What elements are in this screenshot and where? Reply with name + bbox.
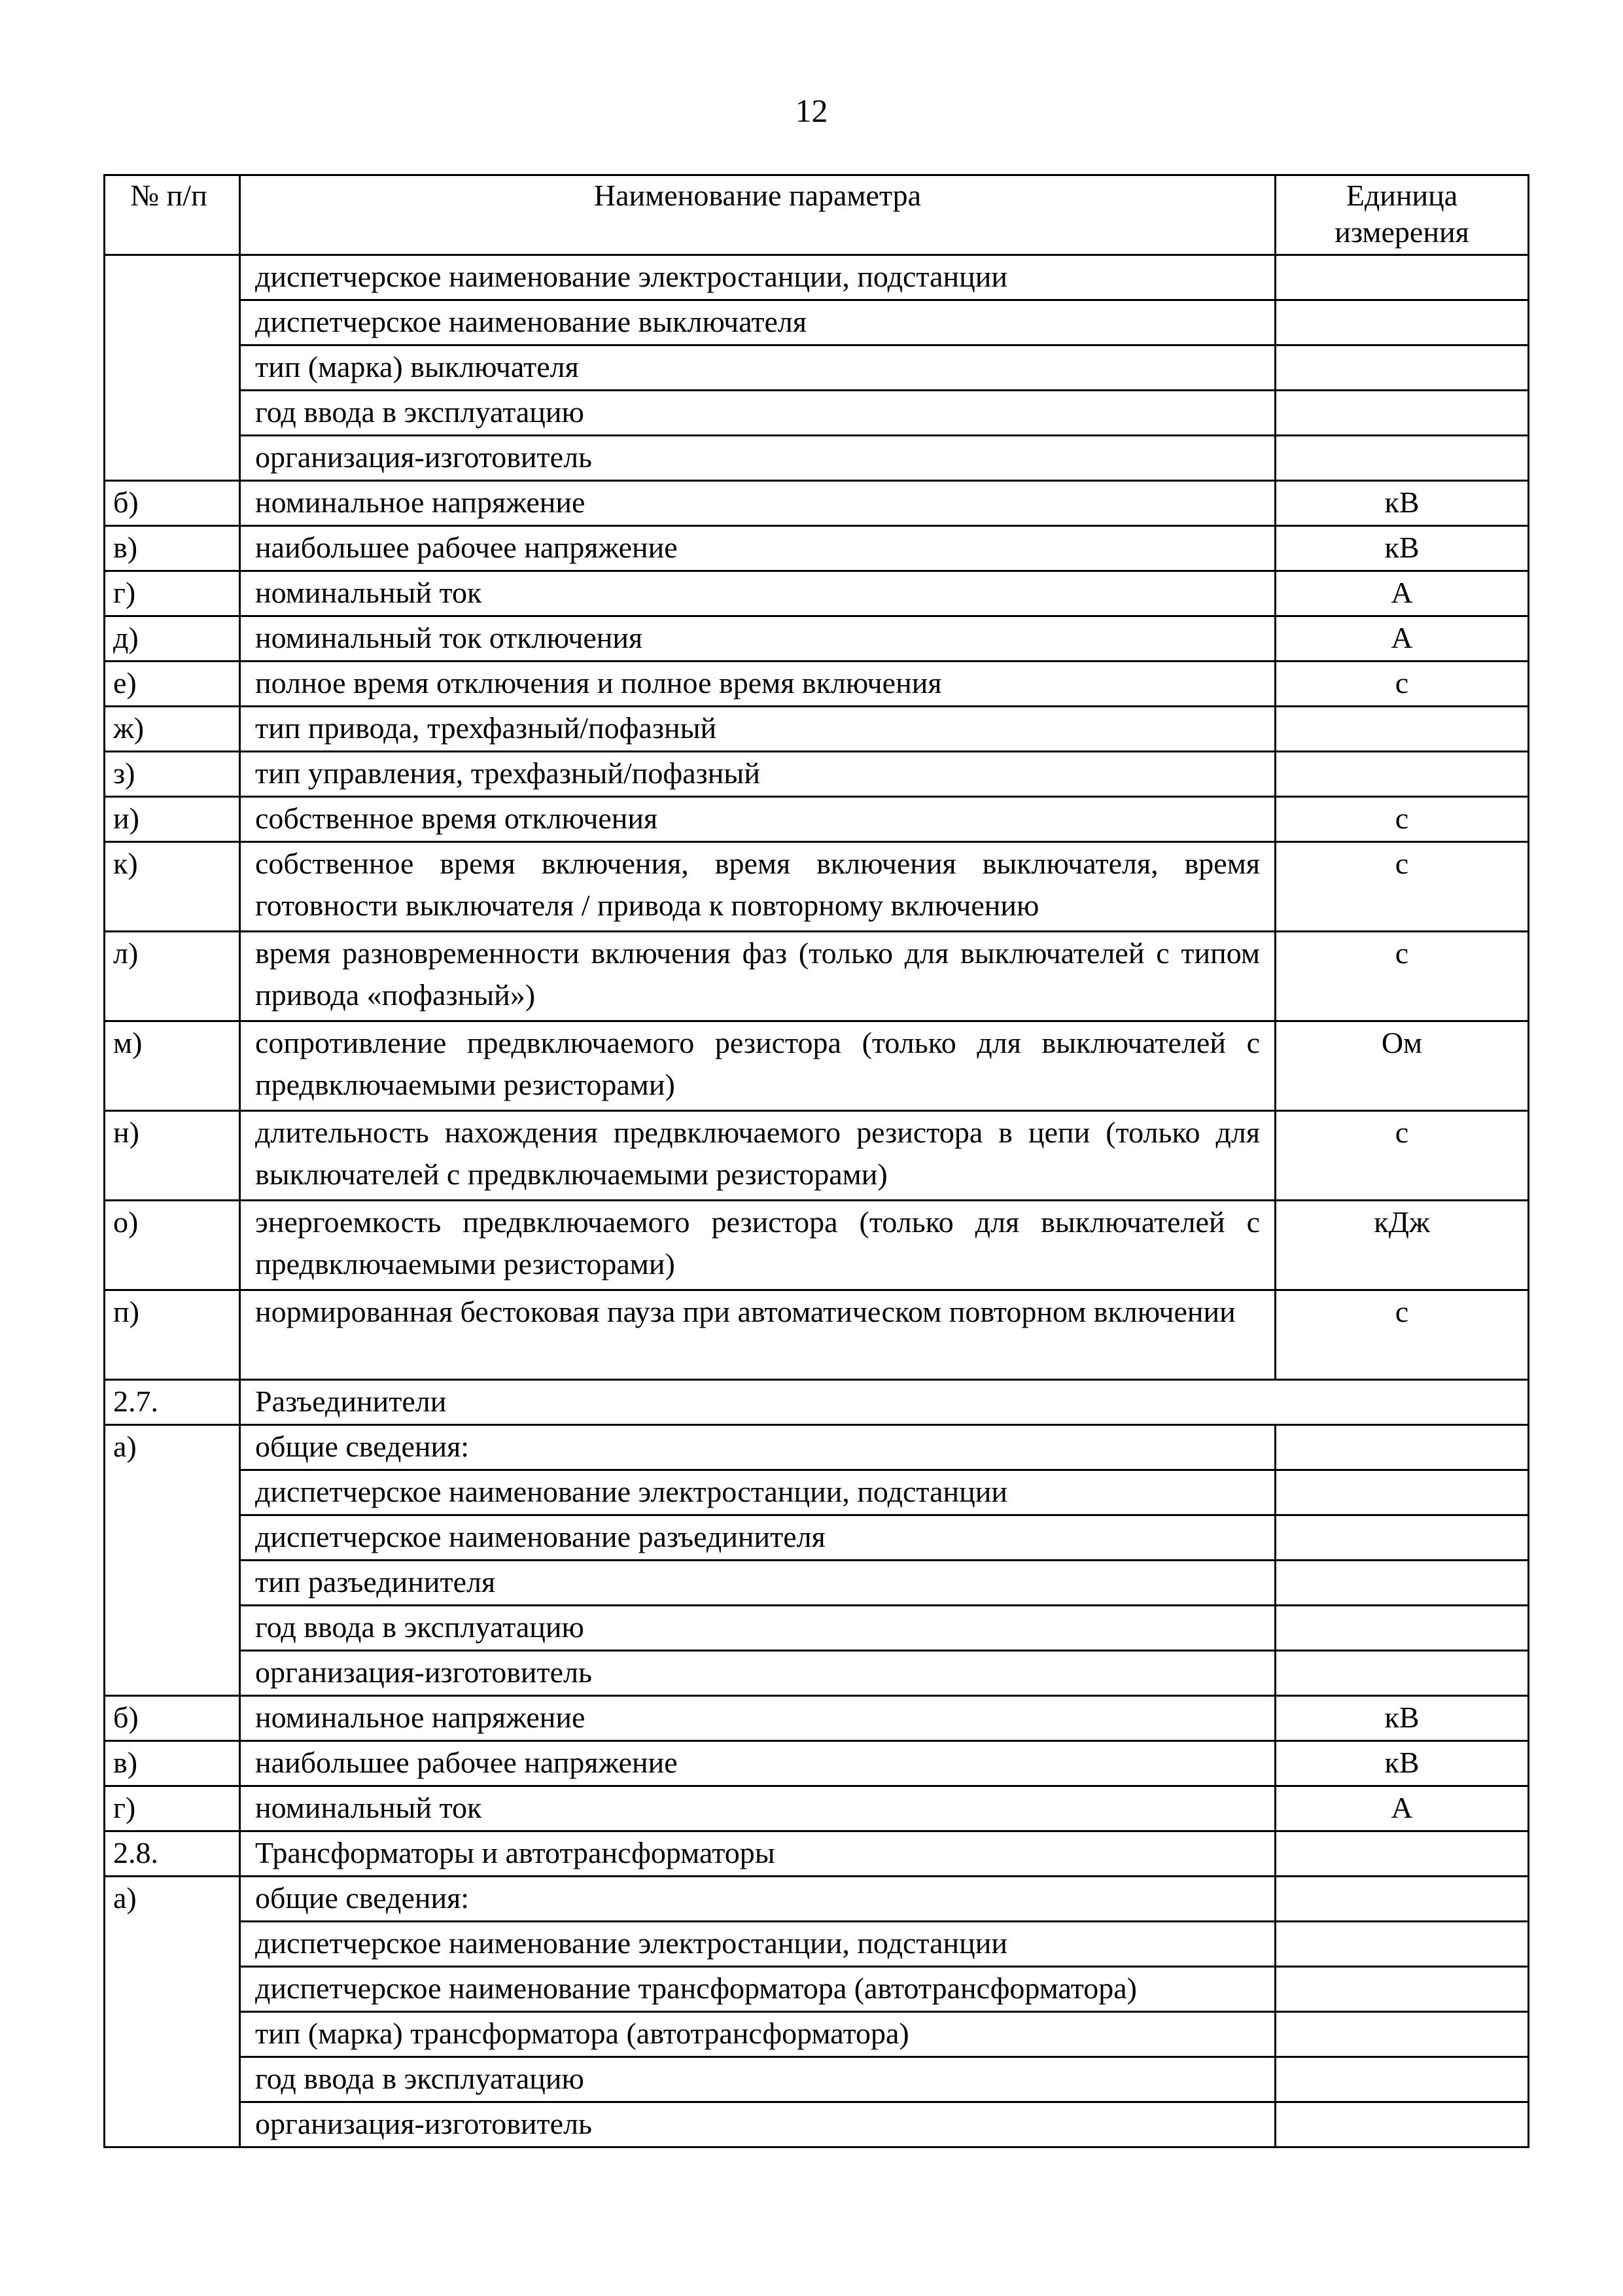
table-row [105, 1380, 1529, 1425]
unit-cell [1276, 1425, 1529, 1470]
row-number: з) [105, 752, 240, 797]
table-row [105, 1201, 1529, 1290]
unit-cell [1276, 752, 1529, 797]
unit-cell: с [1276, 797, 1529, 842]
table-row [105, 526, 1529, 571]
parameter-name: общие сведения: [240, 1877, 1276, 1922]
table-row [105, 797, 1529, 842]
row-number: и) [105, 797, 240, 842]
row-number: ж) [105, 707, 240, 752]
unit-cell: Ом [1276, 1021, 1529, 1111]
parameter-name: тип (марка) выключателя [240, 345, 1276, 391]
parameter-name: номинальное напряжение [240, 1696, 1276, 1741]
parameter-name: полное время отключения и полное время включения [240, 662, 1276, 707]
table-row [105, 1290, 1529, 1380]
table-row [105, 1786, 1529, 1831]
table-row [105, 345, 1529, 391]
row-number: н) [105, 1111, 240, 1201]
parameter-name: номинальный ток [240, 1786, 1276, 1831]
parameters-table [103, 174, 1529, 2148]
row-number: е) [105, 662, 240, 707]
parameter-name: организация-изготовитель [240, 436, 1276, 481]
table-row [105, 2102, 1529, 2147]
table-row [105, 1696, 1529, 1741]
table-row [105, 300, 1529, 345]
row-number: к) [105, 842, 240, 932]
parameter-name: год ввода в эксплуатацию [240, 2057, 1276, 2102]
parameter-name: номинальный ток отключения [240, 616, 1276, 662]
parameter-name: тип управления, трехфазный/пофазный [240, 752, 1276, 797]
row-number: б) [105, 481, 240, 526]
unit-cell: кВ [1276, 1741, 1529, 1786]
unit-cell: с [1276, 662, 1529, 707]
table-row [105, 255, 1529, 300]
unit-cell [1276, 1922, 1529, 1967]
parameter-name: номинальный ток [240, 571, 1276, 616]
unit-cell [1276, 2102, 1529, 2147]
row-number: д) [105, 616, 240, 662]
table-row [105, 1561, 1529, 1606]
row-number [105, 255, 240, 481]
row-number: а) [105, 1877, 240, 2147]
row-number: п) [105, 1290, 240, 1380]
parameter-name: тип разъединителя [240, 1561, 1276, 1606]
table-row [105, 1741, 1529, 1786]
unit-cell [1276, 707, 1529, 752]
unit-cell [1276, 1967, 1529, 2012]
table-row [105, 1651, 1529, 1696]
unit-cell: А [1276, 1786, 1529, 1831]
table-row [105, 1021, 1529, 1111]
unit-cell: с [1276, 932, 1529, 1021]
parameter-name: наибольшее рабочее напряжение [240, 526, 1276, 571]
row-number: б) [105, 1696, 240, 1741]
unit-cell: А [1276, 571, 1529, 616]
unit-cell [1276, 1651, 1529, 1696]
parameter-name: Трансформаторы и автотрансформаторы [240, 1831, 1276, 1877]
unit-cell [1276, 436, 1529, 481]
table-row [105, 1877, 1529, 1922]
page-number: 12 [795, 92, 828, 129]
table-row [105, 1831, 1529, 1877]
unit-cell: с [1276, 1290, 1529, 1380]
unit-cell [1276, 300, 1529, 345]
table-row [105, 481, 1529, 526]
table-header-row [105, 175, 1529, 255]
unit-cell: с [1276, 1111, 1529, 1201]
unit-cell [1276, 1606, 1529, 1651]
parameter-name: диспетчерское наименование выключателя [240, 300, 1276, 345]
table-row [105, 1606, 1529, 1651]
unit-cell [1276, 1831, 1529, 1877]
parameter-name: номинальное напряжение [240, 481, 1276, 526]
table-row [105, 1470, 1529, 1515]
table-row [105, 391, 1529, 436]
table-row [105, 752, 1529, 797]
parameter-name: год ввода в эксплуатацию [240, 1606, 1276, 1651]
header-unit: Единица измерения [1276, 175, 1529, 255]
row-number: о) [105, 1201, 240, 1290]
row-number: л) [105, 932, 240, 1021]
unit-cell: кВ [1276, 526, 1529, 571]
row-number: г) [105, 571, 240, 616]
parameter-name: организация-изготовитель [240, 2102, 1276, 2147]
parameter-name: год ввода в эксплуатацию [240, 391, 1276, 436]
unit-cell: с [1276, 842, 1529, 932]
table-row [105, 2012, 1529, 2057]
unit-cell [1276, 391, 1529, 436]
table-row [105, 707, 1529, 752]
parameter-name: тип (марка) трансформатора (автотрансформатора) [240, 2012, 1276, 2057]
table-row [105, 932, 1529, 1021]
parameter-name: время разновременности включения фаз (только для выключателей с типом привода «пофазный») [240, 932, 1276, 1021]
unit-cell: А [1276, 616, 1529, 662]
table-row [105, 1425, 1529, 1470]
parameter-name: тип привода, трехфазный/пофазный [240, 707, 1276, 752]
row-number: 2.8. [105, 1831, 240, 1877]
parameter-name: общие сведения: [240, 1425, 1276, 1470]
parameter-name: нормированная бестоковая пауза при автоматическом повторном включении [240, 1290, 1276, 1380]
unit-cell: кДж [1276, 1201, 1529, 1290]
parameter-name: Разъединители [240, 1380, 1529, 1425]
row-number: а) [105, 1425, 240, 1696]
parameter-name: сопротивление предвключаемого резистора (только для выключателей с предвключаемыми резисторами) [240, 1021, 1276, 1111]
unit-cell [1276, 2012, 1529, 2057]
parameter-name: длительность нахождения предвключаемого резистора в цепи (только для выключателей с предвключаемыми резисторами) [240, 1111, 1276, 1201]
table-row [105, 1515, 1529, 1561]
table-row [105, 842, 1529, 932]
unit-cell [1276, 1877, 1529, 1922]
table-row [105, 1967, 1529, 2012]
row-number: 2.7. [105, 1380, 240, 1425]
parameter-name: организация-изготовитель [240, 1651, 1276, 1696]
parameter-name: наибольшее рабочее напряжение [240, 1741, 1276, 1786]
table-row [105, 2057, 1529, 2102]
row-number: в) [105, 526, 240, 571]
table-row [105, 1111, 1529, 1201]
table-row [105, 436, 1529, 481]
parameter-name: диспетчерское наименование электростанции, подстанции [240, 1922, 1276, 1967]
table-row [105, 662, 1529, 707]
parameter-name: диспетчерское наименование разъединителя [240, 1515, 1276, 1561]
parameter-name: диспетчерское наименование электростанции, подстанции [240, 255, 1276, 300]
parameter-name: диспетчерское наименование электростанции, подстанции [240, 1470, 1276, 1515]
parameter-name: энергоемкость предвключаемого резистора (только для выключателей с предвключаемыми резисторами) [240, 1201, 1276, 1290]
unit-cell [1276, 345, 1529, 391]
parameter-name: собственное время включения, время включения выключателя, время готовности выключателя / привода к повторному включению [240, 842, 1276, 932]
unit-cell: кВ [1276, 481, 1529, 526]
row-number: в) [105, 1741, 240, 1786]
unit-cell: кВ [1276, 1696, 1529, 1741]
table-row [105, 571, 1529, 616]
row-number: м) [105, 1021, 240, 1111]
unit-cell [1276, 1515, 1529, 1561]
table-row [105, 616, 1529, 662]
table-row [105, 1922, 1529, 1967]
unit-cell [1276, 1561, 1529, 1606]
parameter-name: диспетчерское наименование трансформатора (автотрансформатора) [240, 1967, 1276, 2012]
unit-cell [1276, 255, 1529, 300]
parameter-name: собственное время отключения [240, 797, 1276, 842]
header-number: № п/п [105, 175, 240, 255]
unit-cell [1276, 1470, 1529, 1515]
unit-cell [1276, 2057, 1529, 2102]
header-parameter-name: Наименование параметра [240, 175, 1276, 255]
row-number: г) [105, 1786, 240, 1831]
